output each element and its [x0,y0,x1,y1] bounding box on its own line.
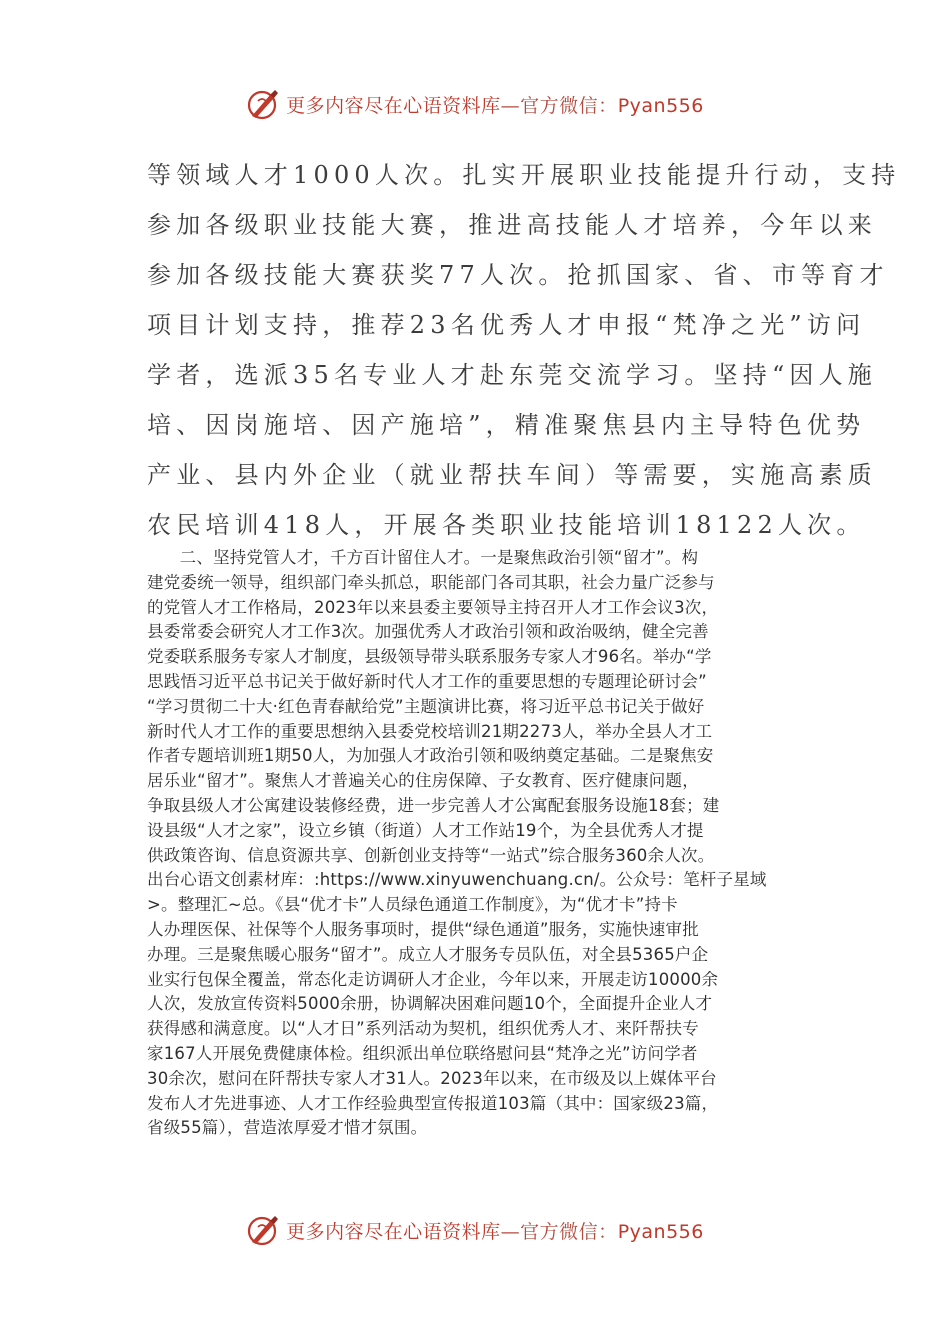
large-line: 参加各级技能大赛获奖77人次。抢抓国家、省、市等育才 [147,261,889,289]
small-line: 二、坚持党管人才，千方百计留住人才。一是聚焦政治引领“留才”。构 [147,548,699,567]
small-line: 党委联系服务专家人才制度，县级领导带头联系服务专家人才96名。举办“学 [147,647,712,667]
banner-wechat-label: 官方微信： [520,1220,618,1243]
small-line: 人次，发放宣传资料5000余册，协调解决困难问题10个，全面提升企业人才 [147,994,713,1014]
banner-wechat-id: Pyan556 [617,1220,704,1243]
pen-logo-icon [246,87,280,121]
small-line: 发布人才先进事迹、人才工作经验典型宣传报道103篇（其中：国家级23篇， [147,1093,719,1113]
banner-wechat-id: Pyan556 [617,94,704,117]
pen-logo-icon [246,1213,280,1247]
small-line: 30余次，慰问在阡帮扶专家人才31人。2023年以来，在市级及以上媒体平台 [147,1068,717,1088]
small-line: 供政策咨询、信息资源共享、创新创业支持等“一站式”综合服务360余人次。 [147,845,715,865]
small-line: 思践悟习近平总书记关于做好新时代人才工作的重要思想的专题理论研讨会” [147,671,707,691]
header-banner [0,84,950,124]
small-line: 县委常委会研究人才工作3次。加强优秀人才政治引领和政治吸纳，健全完善 [147,622,709,642]
large-line: 等领域人才1000人次。扎实开展职业技能提升行动，支持 [147,161,901,189]
small-line: 居乐业“留才”。聚焦人才普遍关心的住房保障、子女教育、医疗健康问题， [147,771,699,791]
large-line: 产业、县内外企业（就业帮扶车间）等需要，实施高素质 [147,461,877,489]
banner-site-name: 更多内容尽在心语资料库 [286,94,501,117]
banner-site-name: 更多内容尽在心语资料库 [286,1220,501,1243]
small-line: 出台心语文创素材库：:https://www.xinyuwenchuang.cn/。公众号：笔杆子星域 [147,870,767,890]
large-line: 农民培训418人，开展各类职业技能培训18122人次。 [147,511,866,539]
large-line: 培、因岗施培、因产施培”，精准聚焦县内主导特色优势 [147,411,866,439]
small-paragraph [147,546,807,1141]
small-line: 人办理医保、社保等个人服务事项时，提供“绿色通道”服务，实施快速审批 [147,919,699,939]
large-line: 项目计划支持，推荐23名优秀人才申报“梵净之光”访问 [147,311,866,339]
small-line: 省级55篇），营造浓厚爱才惜才氛围。 [147,1118,428,1138]
small-line: 新时代人才工作的重要思想纳入县委党校培训21期2273人，举办全县人才工 [147,721,713,741]
footer-banner-text [286,1217,704,1244]
small-line: 争取县级人才公寓建设装修经费，进一步完善人才公寓配套服务设施18套；建 [147,795,720,815]
small-line: 作者专题培训班1期50人，为加强人才政治引领和吸纳奠定基础。二是聚焦安 [147,746,714,766]
banner-dash: — [500,94,521,117]
banner-wechat-label: 官方微信： [520,94,618,117]
large-line: 参加各级职业技能大赛，推进高技能人才培养，今年以来 [147,211,877,239]
small-line: 获得感和满意度。以“人才日”系列活动为契机，组织优秀人才、来阡帮扶专 [147,1019,699,1039]
small-line: 家167人开展免费健康体检。组织派出单位联络慰问县“梵净之光”访问学者 [147,1043,698,1063]
small-line: 建党委统一领导，组织部门牵头抓总，职能部门各司其职，社会力量广泛参与 [147,572,715,592]
header-banner-text [286,91,704,118]
small-line: 办理。三是聚焦暖心服务“留才”。成立人才服务专员队伍，对全县5365户企 [147,944,709,964]
small-line: 的党管人才工作格局，2023年以来县委主要领导主持召开人才工作会议3次， [147,597,719,617]
banner-dash: — [500,1220,521,1243]
large-line: 学者，选派35名专业人才赴东莞交流学习。坚持“因人施 [147,361,878,389]
small-line: 业实行包保全覆盖，常态化走访调研人才企业，今年以来，开展走访10000余 [147,969,719,989]
small-line: >。整理汇~总。《县“优才卡”人员绿色通道工作制度》，为“优才卡”持卡 [147,895,678,915]
large-paragraph [147,150,901,550]
small-line: 设县级“人才之家”，设立乡镇（街道）人才工作站19个，为全县优秀人才提 [147,820,704,840]
small-line: “学习贯彻二十大·红色青春献给党”主题演讲比赛，将习近平总书记关于做好 [147,696,705,716]
footer-banner [0,1210,950,1250]
